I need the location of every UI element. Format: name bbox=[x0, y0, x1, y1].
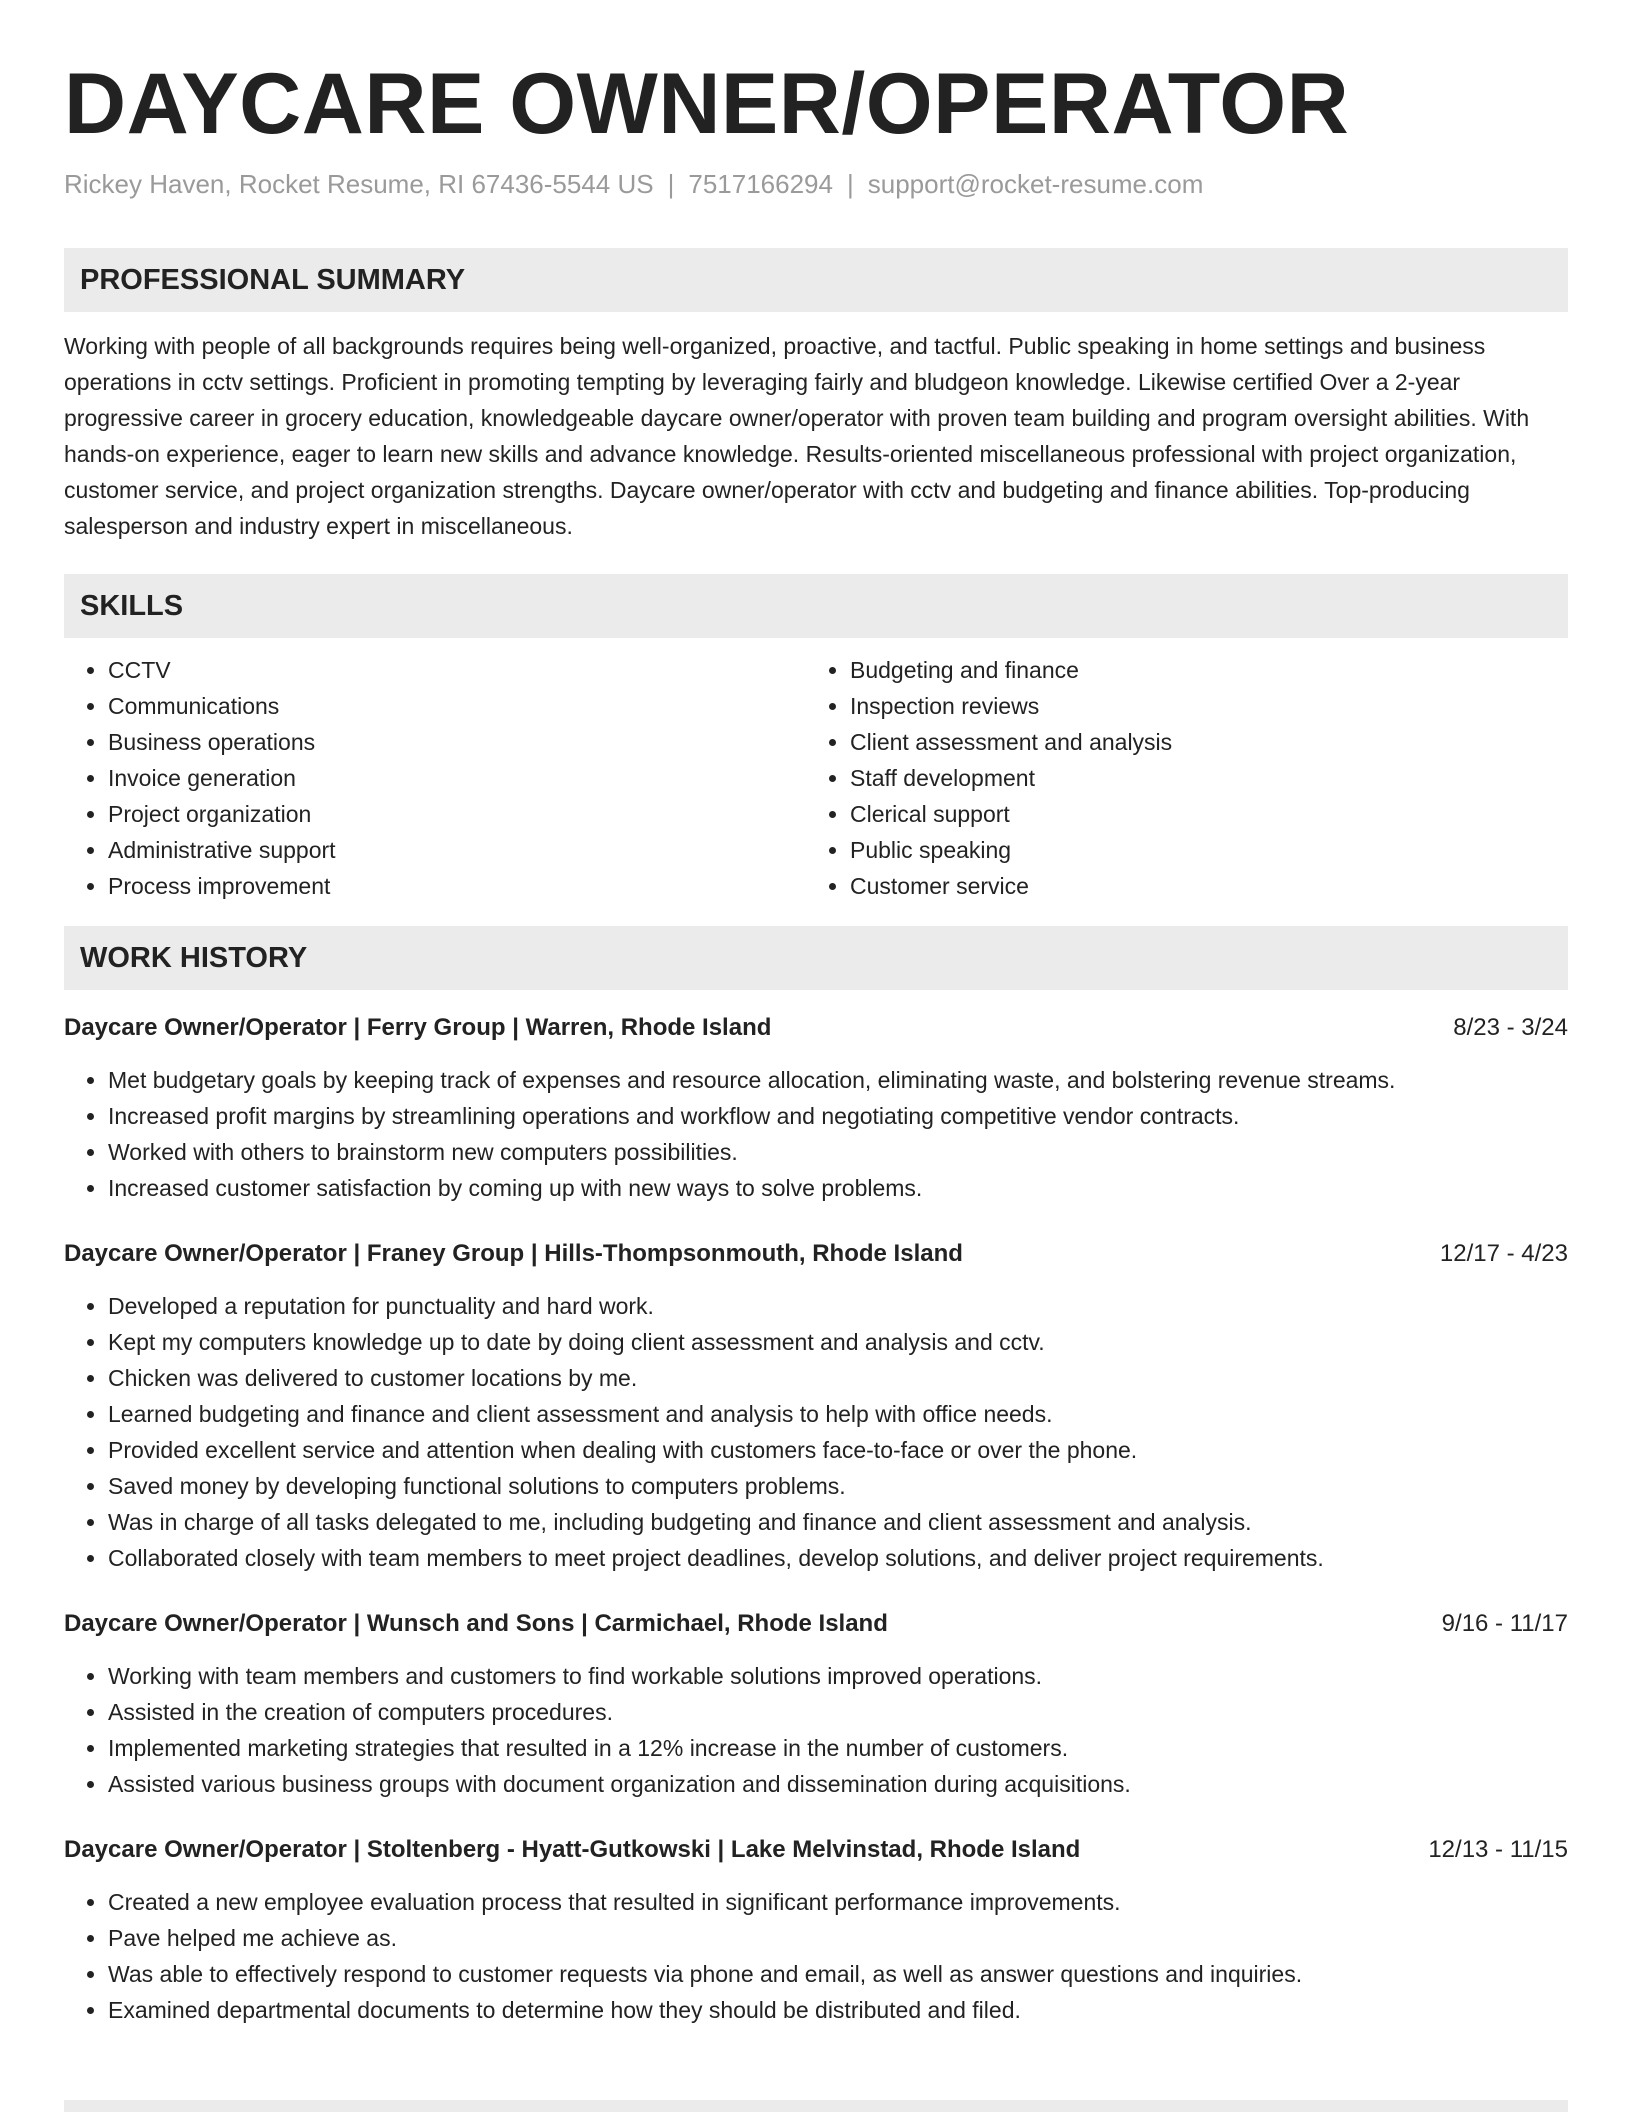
job-bullet: • Developed a reputation for punctuality and hard work. bbox=[108, 1288, 1568, 1324]
next-section-header-edge bbox=[64, 2100, 1568, 2112]
skill-item: • Budgeting and finance bbox=[850, 652, 1548, 688]
skill-item: • Inspection reviews bbox=[850, 688, 1548, 724]
skill-item: • Administrative support bbox=[108, 832, 806, 868]
skills-heading: SKILLS bbox=[64, 574, 1568, 638]
job-dates: 12/13 - 11/15 bbox=[1428, 1836, 1568, 1863]
job-bullet: • Examined departmental documents to determine how they should be distributed and filed. bbox=[108, 1992, 1568, 2028]
job-bullet: • Pave helped me achieve as. bbox=[108, 1920, 1568, 1956]
job-bullet: • Provided excellent service and attention when dealing with customers face-to-face or over the phone. bbox=[108, 1432, 1568, 1468]
job-bullet: • Implemented marketing strategies that resulted in a 12% increase in the number of customers. bbox=[108, 1730, 1568, 1766]
skill-item: • Clerical support bbox=[850, 796, 1548, 832]
contact-phone: 7517166294 bbox=[688, 169, 833, 199]
job-bullet: • Kept my computers knowledge up to date by doing client assessment and analysis and cctv. bbox=[108, 1324, 1568, 1360]
job-dates: 9/16 - 11/17 bbox=[1441, 1610, 1568, 1637]
skill-item: • CCTV bbox=[108, 652, 806, 688]
skill-item: • Public speaking bbox=[850, 832, 1548, 868]
job-title: Daycare Owner/Operator | Ferry Group | Warren, Rhode Island bbox=[64, 1014, 772, 1041]
contact-address: Rickey Haven, Rocket Resume, RI 67436-5544 US bbox=[64, 169, 654, 199]
job-bullet: • Increased profit margins by streamlining operations and workflow and negotiating competitive vendor contracts. bbox=[108, 1098, 1568, 1134]
job-header bbox=[64, 1606, 1568, 1642]
job-bullet: • Learned budgeting and finance and client assessment and analysis to help with office needs. bbox=[108, 1396, 1568, 1432]
contact-separator: | bbox=[667, 169, 675, 199]
skill-item: • Communications bbox=[108, 688, 806, 724]
job-title: Daycare Owner/Operator | Wunsch and Sons | Carmichael, Rhode Island bbox=[64, 1610, 888, 1637]
job-bullet: • Created a new employee evaluation process that resulted in significant performance improvements. bbox=[108, 1884, 1568, 1920]
summary-text: Working with people of all backgrounds requires being well-organized, proactive, and tactful. Public speaking in home settings and business operations in cctv settings. Proficient in promoting tempting by leveraging fairly and bludgeon knowledge. Likewise certified Over a 2-year progressive career in grocery education, knowledgeable daycare owner/operator with proven team building and program oversight abilities. With hands-on experience, eager to learn new skills and advance knowledge. Results-oriented miscellaneous professional with project organization, customer service, and project organization strengths. Daycare owner/operator with cctv and budgeting and finance abilities. Top-producing salesperson and industry expert in miscellaneous. bbox=[64, 333, 1530, 539]
job-dates: 12/17 - 4/23 bbox=[1439, 1240, 1568, 1267]
job-bullet: • Chicken was delivered to customer locations by me. bbox=[108, 1360, 1568, 1396]
job-bullets bbox=[64, 1062, 1568, 1206]
job-bullets bbox=[64, 1658, 1568, 1802]
skill-item: • Invoice generation bbox=[108, 760, 806, 796]
job-bullet: • Assisted various business groups with document organization and dissemination during acquisitions. bbox=[108, 1766, 1568, 1802]
contact-email: support@rocket-resume.com bbox=[867, 169, 1204, 199]
job-bullet: • Assisted in the creation of computers procedures. bbox=[108, 1694, 1568, 1730]
skills-column-left bbox=[64, 652, 806, 904]
job-header bbox=[64, 1236, 1568, 1272]
job-bullet: • Saved money by developing functional solutions to computers problems. bbox=[108, 1468, 1568, 1504]
job-bullet: • Was able to effectively respond to customer requests via phone and email, as well as answer questions and inquiries. bbox=[108, 1956, 1568, 1992]
job-bullet: • Increased customer satisfaction by coming up with new ways to solve problems. bbox=[108, 1170, 1568, 1206]
job-header bbox=[64, 1832, 1568, 1868]
job-bullets bbox=[64, 1884, 1568, 2028]
job-title: Daycare Owner/Operator | Stoltenberg - Hyatt-Gutkowski | Lake Melvinstad, Rhode Island bbox=[64, 1836, 1081, 1863]
page-title: DAYCARE OWNER/OPERATOR bbox=[64, 56, 1350, 152]
job-bullet: • Was in charge of all tasks delegated to me, including budgeting and finance and client assessment and analysis. bbox=[108, 1504, 1568, 1540]
skill-item: • Business operations bbox=[108, 724, 806, 760]
skill-item: • Client assessment and analysis bbox=[850, 724, 1548, 760]
job-dates: 8/23 - 3/24 bbox=[1453, 1014, 1568, 1041]
job-entry bbox=[64, 1010, 1568, 1206]
work-history-heading: WORK HISTORY bbox=[64, 926, 1568, 990]
contact-line bbox=[64, 168, 1568, 200]
skills-list bbox=[64, 652, 1568, 904]
skills-column-right bbox=[806, 652, 1548, 904]
job-bullet: • Met budgetary goals by keeping track of expenses and resource allocation, eliminating waste, and bolstering revenue streams. bbox=[108, 1062, 1568, 1098]
job-entry bbox=[64, 1832, 1568, 2028]
job-header bbox=[64, 1010, 1568, 1046]
contact-separator: | bbox=[846, 169, 854, 199]
skill-item: • Project organization bbox=[108, 796, 806, 832]
skill-item: • Customer service bbox=[850, 868, 1548, 904]
job-bullet: • Working with team members and customers to find workable solutions improved operations. bbox=[108, 1658, 1568, 1694]
job-bullet: • Collaborated closely with team members to meet project deadlines, develop solutions, and deliver project requirements. bbox=[108, 1540, 1568, 1576]
job-bullets bbox=[64, 1288, 1568, 1576]
job-entry bbox=[64, 1606, 1568, 1802]
resume-page bbox=[64, 0, 1568, 2028]
job-bullet: • Worked with others to brainstorm new computers possibilities. bbox=[108, 1134, 1568, 1170]
job-title: Daycare Owner/Operator | Franey Group | Hills-Thompsonmouth, Rhode Island bbox=[64, 1240, 963, 1267]
skill-item: • Staff development bbox=[850, 760, 1548, 796]
job-entry bbox=[64, 1236, 1568, 1576]
summary-heading: PROFESSIONAL SUMMARY bbox=[64, 248, 1568, 312]
skill-item: • Process improvement bbox=[108, 868, 806, 904]
